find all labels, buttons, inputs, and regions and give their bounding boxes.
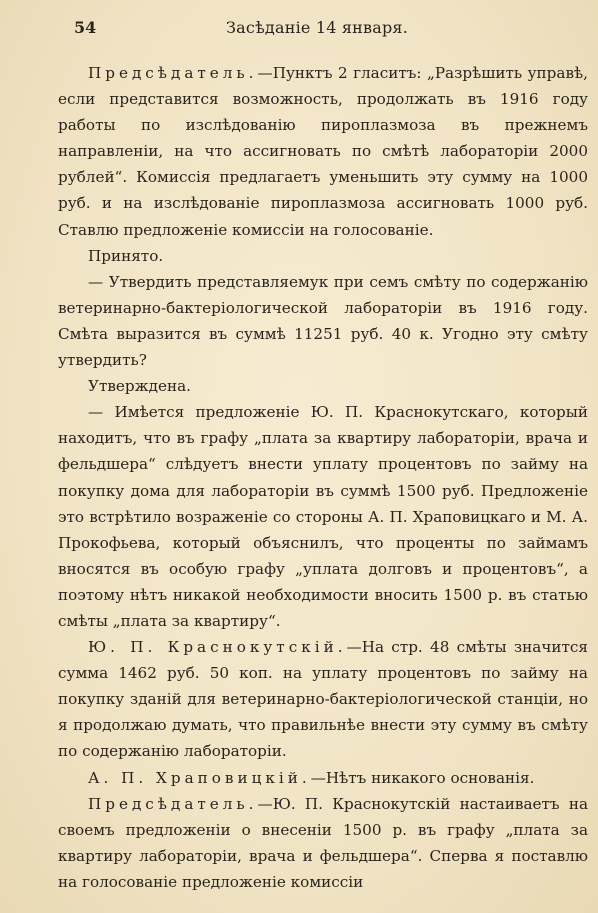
paragraph [58, 243, 588, 269]
paragraph [58, 634, 588, 764]
paragraph-text: —Пунктъ 2 гласитъ: „Разрѣшить управѣ, если представится возможность, продолжать въ 1916 году работы по изслѣдованію пироплазмоза въ прежнемъ направленіи, на что ассигновать по смѣтѣ лабораторіи 2000 рублей“. Комиссія предлагаетъ уменьшить эту сумму на 1000 руб. и на изслѣдованіе пироплазмоза ассигновать 1000 руб. Ставлю предложеніе комиссіи на голосованіе. [58, 64, 588, 239]
running-head: Засѣданіе 14 января. [226, 18, 409, 37]
paragraph-text: —Ю. П. Краснокутскій настаиваетъ на своемъ предложеніи о внесеніи 1500 р. въ графу „плата за квартиру лабораторіи, врача и фельдшера“. Сперва я поставлю на голосованіе предложеніе комиссіи [58, 794, 588, 891]
speaker-name: Предсѣдатель. [88, 64, 258, 82]
paragraph-text: — Утвердить представляемук при семъ смѣту по содержанію ветеринарно-бактеріологической лабораторіи въ 1916 году. Смѣта выразится въ суммѣ 11251 руб. 40 к. Угодно эту смѣту утвердить? [58, 272, 588, 370]
page-number: 54 [74, 18, 97, 37]
paragraph-text: Принято. [88, 246, 164, 265]
paragraph [58, 765, 588, 791]
paragraph [58, 60, 588, 243]
speaker-name: А. П. Храповицкій. [88, 768, 311, 787]
body-text [58, 60, 588, 895]
paragraph-text: —Нѣтъ никакого основанія. [310, 768, 535, 787]
paragraph [58, 791, 588, 895]
paragraph [58, 373, 588, 399]
speaker-name: Ю. П. Краснокутскій. [88, 638, 347, 657]
paragraph [58, 399, 588, 634]
page-header [74, 18, 544, 40]
paragraph-text: — Имѣется предложеніе Ю. П. Краснокутскаго, который находитъ, что въ графу „плата за квартиру лабораторіи, врача и фельдшера“ слѣдуетъ внести уплату процентовъ по займу на покупку дома для лабораторіи въ суммѣ 1500 руб. Предложеніе это встрѣтило возраженіе со стороны А. П. Храповицкаго и М. А. Прокофьева, который объяснилъ, что проценты по займамъ вносятся въ особую графу „уплата долговъ и процентовъ“, а поэтому нѣтъ никакой необходимости вносить 1500 р. въ статью смѣты „плата за квартиру“. [58, 403, 588, 630]
paragraph-text: —На стр. 48 смѣты значится сумма 1462 руб. 50 коп. на уплату процентовъ по займу на покупку зданій для ветеринарно-бактеріологической станціи, но я продолжаю думать, что правильнѣе внести эту сумму въ смѣту по содержанію лабораторіи. [58, 638, 588, 761]
paragraph [58, 269, 588, 373]
paragraph-text: Утверждена. [88, 377, 191, 396]
speaker-name: Предсѣдатель. [88, 794, 258, 813]
